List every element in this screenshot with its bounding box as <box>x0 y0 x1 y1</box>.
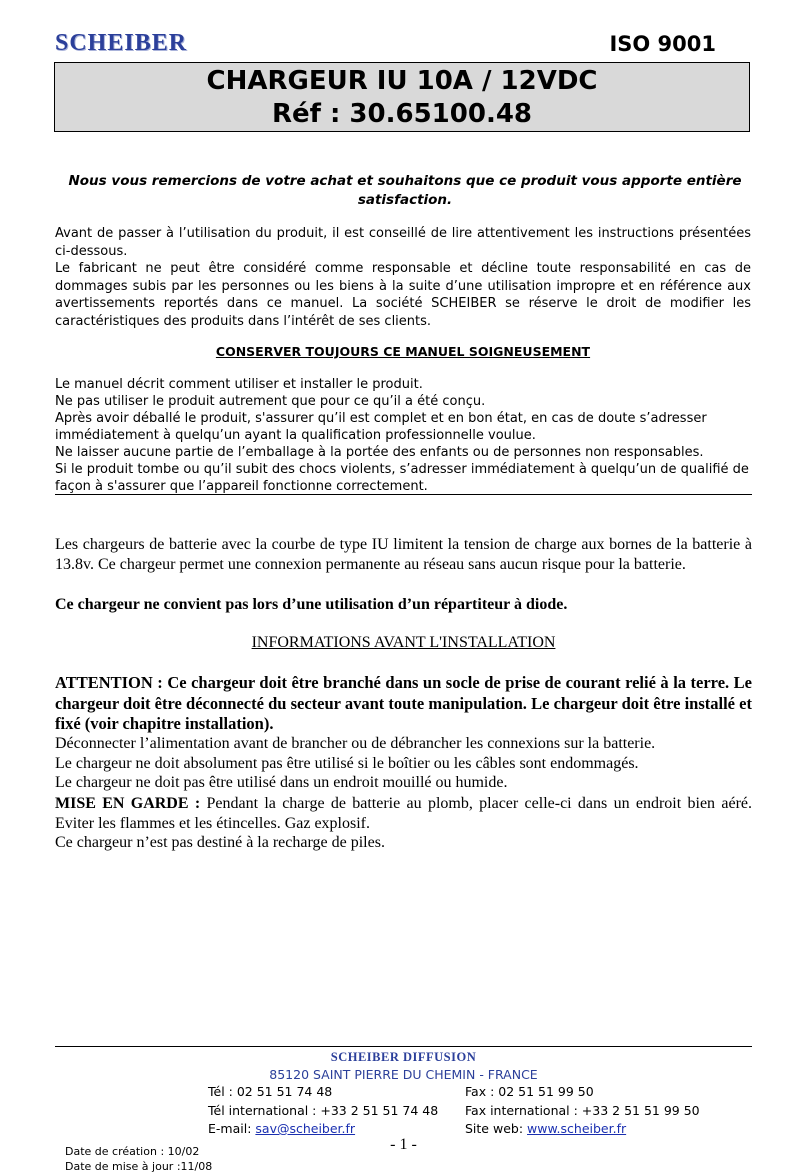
divider <box>55 494 752 495</box>
update-date: Date de mise à jour :11/08 <box>65 1160 213 1173</box>
footer-right-column <box>465 1083 700 1139</box>
rule-item: Après avoir déballé le produit, s'assurer qu’il est complet et en bon état, en cas de doute s’adresser immédiatement à quelqu’un ayant la qualification professionnelle voulue. <box>55 411 707 443</box>
iso-label: ISO 9001 <box>609 32 716 56</box>
rule-item: Ne laisser aucune partie de l’emballage à la portée des enfants ou de personnes non responsables. <box>55 445 704 460</box>
footer-left-column <box>208 1083 438 1139</box>
keep-manual-heading: CONSERVER TOUJOURS CE MANUEL SOIGNEUSEMENT <box>215 344 591 359</box>
footer-address: 85120 SAINT PIERRE DU CHEMIN - FRANCE <box>269 1067 538 1082</box>
dates-block <box>65 1144 212 1174</box>
title-box <box>54 62 750 132</box>
title-line-2: Réf : 30.65100.48 <box>271 99 533 129</box>
warning-label: MISE EN GARDE : <box>55 795 201 812</box>
damaged-text: Le chargeur ne doit absolument pas être utilisé si le boîtier ou les câbles sont endommagés. <box>55 754 639 772</box>
rule-item: Ne pas utiliser le produit autrement que pour ce qu’il a été conçu. <box>55 394 486 409</box>
email-label: E-mail: <box>208 1121 256 1136</box>
diode-warning: Ce chargeur ne convient pas lors d’une utilisation d’un répartiteur à diode. <box>55 596 568 613</box>
rule-item: Si le produit tombe ou qu’il subit des chocs violents, s’adresser immédiatement à quelqu’un de qualifié de façon à s'assurer que l’appareil fonctionne correctement. <box>55 462 749 494</box>
read-instructions-text: Avant de passer à l’utilisation du produit, il est conseillé de lire attentivement les instructions présentées ci-dessous. <box>55 226 751 259</box>
not-batteries-text: Ce chargeur n’est pas destiné à la recharge de piles. <box>55 834 385 851</box>
attention-text: ATTENTION : Ce chargeur doit être branché dans un socle de prise de courant relié à la terre. Le chargeur doit être déconnecté du secteur avant toute manipulation. Le chargeur doit être installé et fixé (voir chapitre installation). <box>55 673 752 733</box>
humid-text: Le chargeur ne doit pas être utilisé dans un endroit mouillé ou humide. <box>55 774 508 791</box>
intro-paragraph <box>55 225 751 330</box>
brand-logo: SCHEIBER <box>55 30 188 56</box>
footer-tel-intl: Tél international : +33 2 51 51 74 48 <box>208 1102 439 1118</box>
thanks-text: Nous vous remercions de votre achat et souhaitons que ce produit vous apporte entière satisfaction. <box>68 173 742 208</box>
page-number: - 1 - <box>390 1136 417 1153</box>
warning-paragraph <box>55 794 752 833</box>
footer-divider <box>55 1046 752 1047</box>
liability-text: Le fabricant ne peut être considéré comme responsable et décline toute responsabilité en cas de dommages subis par les personnes ou les biens à la suite d’une utilisation impropre et en référence aux avertissements reportés dans ce manuel. La société SCHEIBER se réserve le droit de modifier les caractéristiques des produits dans l’intérêt de ses clients. <box>55 261 751 329</box>
web-label: Site web: <box>465 1121 528 1136</box>
footer-tel: Tél : 02 51 51 74 48 <box>208 1084 333 1099</box>
section-title: INFORMATIONS AVANT L'INSTALLATION <box>251 634 556 651</box>
rules-list <box>55 376 751 495</box>
web-link[interactable]: www.scheiber.fr <box>527 1121 627 1136</box>
title-line-1: CHARGEUR IU 10A / 12VDC <box>206 66 598 96</box>
creation-date: Date de création : 10/02 <box>65 1145 200 1158</box>
description-text: Les chargeurs de batterie avec la courbe de type IU limitent la tension de charge aux bornes de la batterie à 13.8v. Ce chargeur permet une connexion permanente au réseau sans aucun risque pour la batterie. <box>55 536 752 573</box>
rule-item: Le manuel décrit comment utiliser et installer le produit. <box>55 377 423 392</box>
footer-company: SCHEIBER DIFFUSION <box>330 1050 477 1064</box>
disconnect-text: Déconnecter l’alimentation avant de brancher ou de débrancher les connexions sur la batterie. <box>55 735 656 752</box>
footer-fax-intl: Fax international : +33 2 51 51 99 50 <box>465 1102 700 1118</box>
email-link[interactable]: sav@scheiber.fr <box>255 1121 356 1136</box>
footer-fax: Fax : 02 51 51 99 50 <box>465 1084 594 1099</box>
warning-text: Pendant la charge de batterie au plomb, placer celle-ci dans un endroit bien aéré. Eviter les flammes et les étincelles. Gaz explosif. <box>55 795 752 832</box>
